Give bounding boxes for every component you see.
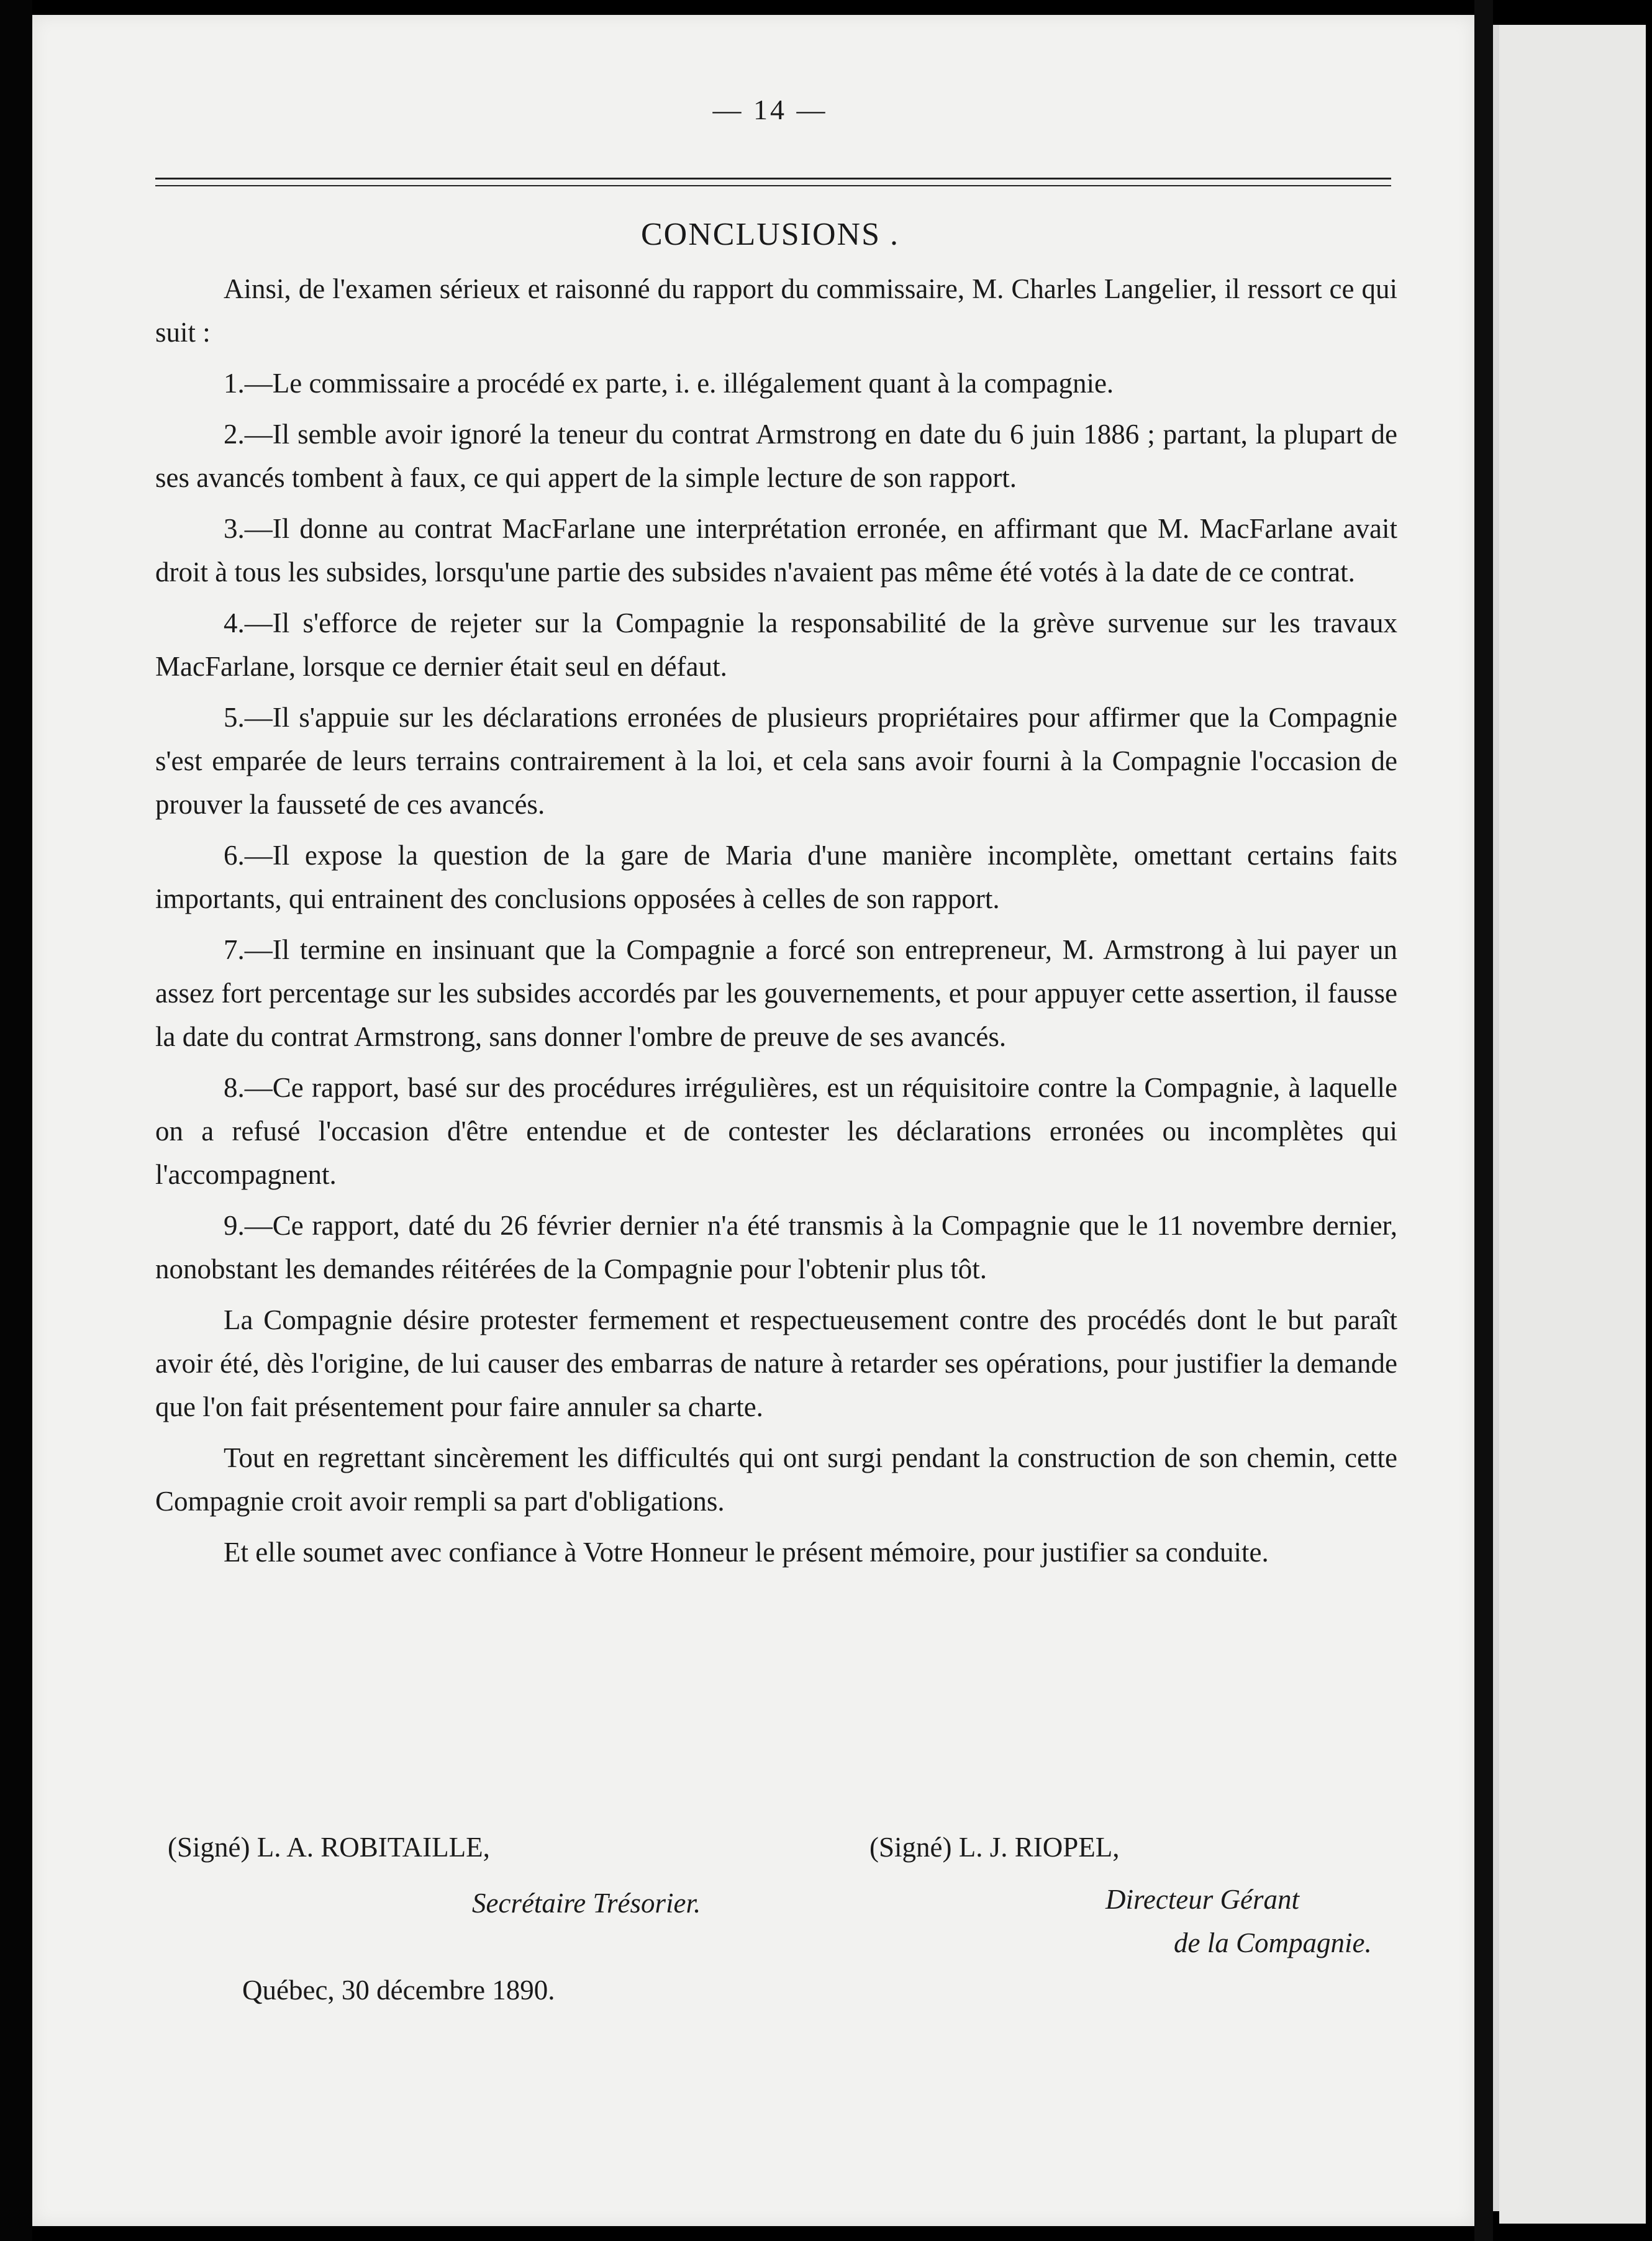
place-date-line: Québec, 30 décembre 1890. xyxy=(242,1975,555,2006)
paragraph-point-1: 1.—Le commissaire a procédé ex parte, i. e. illégalement quant à la compagnie. xyxy=(224,368,1114,399)
signatory-right-name: (Signé) L. J. RIOPEL, xyxy=(869,1832,1120,1863)
scan-page-edge-line xyxy=(1493,25,1499,2211)
body-text xyxy=(155,267,1397,1581)
signatory-left-title: Secrétaire Trésorier. xyxy=(472,1888,701,1919)
paragraph-point-2: 2.—Il semble avoir ignoré la teneur du contrat Armstrong en date du 6 juin 1886 ; partant, la plupart de ses avancés tombent à faux, ce qui appert de la simple lecture de son rapport. xyxy=(155,419,1397,493)
adjacent-page-strip xyxy=(1499,25,1646,2224)
paragraph-intro: Ainsi, de l'examen sérieux et raisonné du rapport du commissaire, M. Charles Langelier, il ressort ce qui suit : xyxy=(155,273,1397,348)
signatory-right-title: Directeur Gérant xyxy=(1105,1884,1300,1915)
paragraph-point-4: 4.—Il s'efforce de rejeter sur la Compagnie la responsabilité de la grève survenue sur les travaux MacFarlane, lorsque ce dernier était seul en défaut. xyxy=(155,607,1397,682)
paragraph-protest: La Compagnie désire protester fermement et respectueusement contre des procédés dont le but paraît avoir été, dès l'origine, de lui causer des embarras de nature à retarder ses opérations, pour justifier la demande que l'on fait présentement pour faire annuler sa charte. xyxy=(155,1304,1397,1422)
paragraph-point-8: 8.—Ce rapport, basé sur des procédures irrégulières, est un réquisitoire contre la Compagnie, à laquelle on a refusé l'occasion d'être entendue et de contester les déclarations erronées ou incomplètes qui l'accompagnent. xyxy=(155,1072,1397,1190)
paragraph-point-6: 6.—Il expose la question de la gare de Maria d'une manière incomplète, omettant certains faits importants, qui entrainent des conclusions opposées à celles de son rapport. xyxy=(155,840,1397,914)
scan-border-left xyxy=(0,0,32,2241)
signatory-left-name: (Signé) L. A. ROBITAILLE, xyxy=(168,1832,490,1863)
paragraph-point-5: 5.—Il s'appuie sur les déclarations erronées de plusieurs propriétaires pour affirmer que la Compagnie s'est emparée de leurs terrains contrairement à la loi, et cela sans avoir fourni à la Compagnie l'occasion de prouver la fausseté de ces avancés. xyxy=(155,702,1397,820)
signatory-right-title-line2: de la Compagnie. xyxy=(1174,1927,1372,1958)
header-rule-top xyxy=(155,178,1391,180)
section-heading: CONCLUSIONS . xyxy=(640,217,900,252)
header-rule-bottom xyxy=(155,185,1391,186)
paragraph-point-7: 7.—Il termine en insinuant que la Compagnie a forcé son entrepreneur, M. Armstrong à lui payer un assez fort percentage sur les subsides accordés par les gouvernements, et pour appuyer cette assertion, il fausse la date du contrat Armstrong, sans donner l'ombre de preuve de ses avancés. xyxy=(155,934,1397,1052)
paragraph-point-3: 3.—Il donne au contrat MacFarlane une interprétation erronée, en affirmant que M. MacFarlane avait droit à tous les subsides, lorsqu'une partie des subsides n'avaient pas même été votés à la date de ce contrat. xyxy=(155,513,1397,588)
paragraph-submission: Et elle soumet avec confiance à Votre Honneur le présent mémoire, pour justifier sa conduite. xyxy=(224,1537,1269,1568)
page-number: — 14 — xyxy=(712,94,828,125)
paragraph-regret: Tout en regrettant sincèrement les difficultés qui ont surgi pendant la construction de son chemin, cette Compagnie croit avoir rempli sa part d'obligations. xyxy=(155,1442,1397,1517)
scan-page-edge xyxy=(1474,0,1493,2241)
paragraph-point-9: 9.—Ce rapport, daté du 26 février dernier n'a été transmis à la Compagnie que le 11 novembre dernier, nonobstant les demandes réitérées de la Compagnie pour l'obtenir plus tôt. xyxy=(155,1210,1397,1284)
